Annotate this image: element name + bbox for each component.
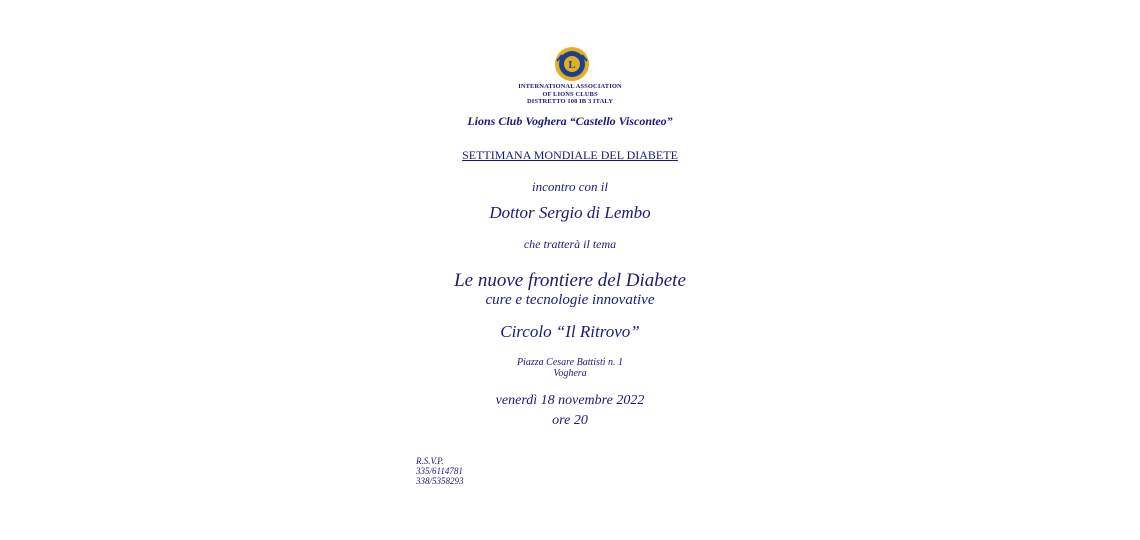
rsvp-phone: 335/6114781: [416, 466, 463, 476]
association-line: INTERNATIONAL ASSOCIATION: [518, 83, 622, 90]
rsvp-block: [416, 456, 464, 486]
association-line: OF LIONS CLUBS: [542, 90, 598, 98]
week-title: SETTIMANA MONDIALE DEL DIABETE: [462, 148, 678, 162]
address-line: Piazza Cesare Battisti n. 1: [516, 357, 624, 368]
association-text: [0, 83, 1140, 106]
event-time: ore 20: [552, 413, 588, 428]
event-title: Le nuove frontiere del Diabete: [454, 270, 686, 291]
venue-name: Circolo “Il Ritrovo”: [500, 322, 640, 341]
week-title-wrap: [0, 146, 1140, 164]
intro-text: incontro con il: [531, 179, 609, 194]
event-date: venerdì 18 novembre 2022: [495, 393, 645, 408]
address: [0, 357, 1140, 379]
association-line: DISTRETTO 108 IB 3 ITALY: [526, 98, 614, 105]
theme-intro: che tratterà il tema: [523, 237, 617, 251]
club-name: Lions Club Voghera “Castello Visconteo”: [467, 114, 673, 128]
svg-text:L: L: [568, 59, 576, 71]
event-subtitle: cure e tecnologie innovative: [485, 292, 655, 308]
rsvp-phone: 338/5358293: [416, 476, 464, 486]
address-line: Voghera: [553, 368, 587, 379]
lions-clubs-logo: [554, 46, 590, 82]
speaker-name: Dottor Sergio di Lembo: [489, 203, 651, 222]
rsvp-label: R.S.V.P.: [416, 456, 444, 466]
